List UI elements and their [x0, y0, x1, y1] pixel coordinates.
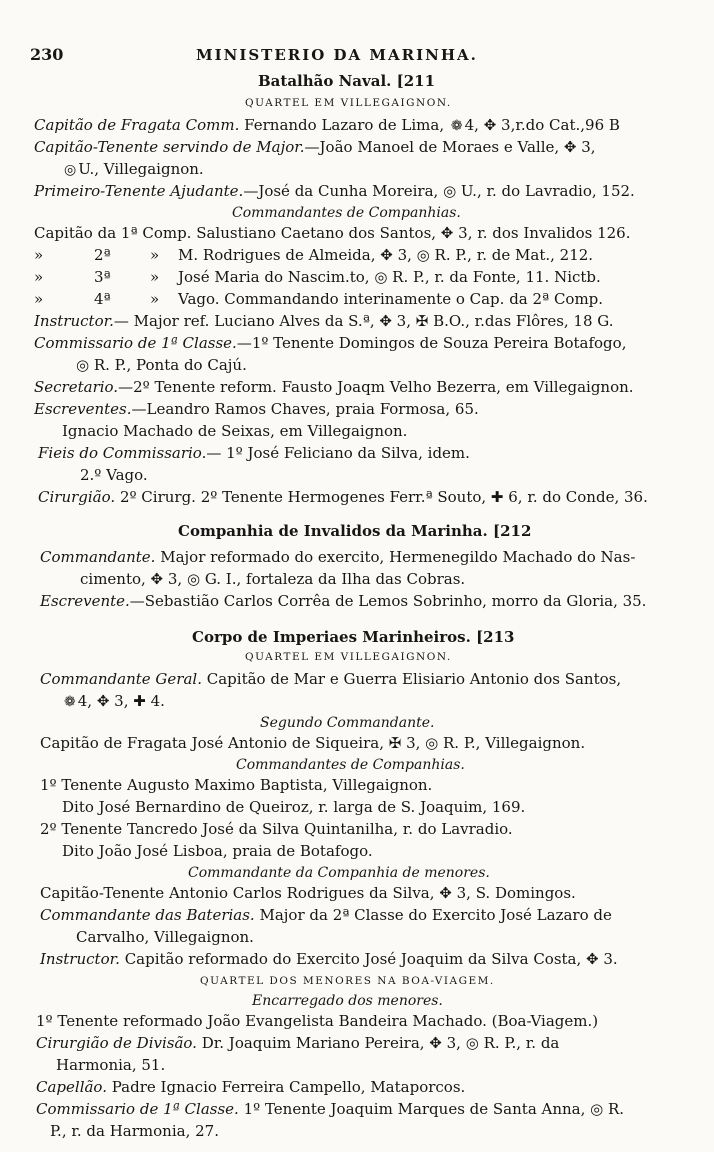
section-title-imperiaes [192, 626, 514, 648]
subheading: Commandante da Companhia de menores. [188, 865, 490, 881]
entry-line: 1º Tenente reformado João Evangelista Bandeira Machado. (Boa-Viagem.) [36, 1012, 599, 1030]
role-label: Escrevente. [40, 592, 130, 610]
section-title-text: Batalhão Naval. [258, 72, 392, 90]
section-title-text: Companhia de Invalidos da Marinha. [178, 522, 488, 540]
role-label: Cirurgião de Divisão. [36, 1034, 197, 1052]
entry-line: Fieis do Commissario.— 1º José Feliciano da Silva, idem. [38, 444, 470, 462]
entry-line: Cirurgião de Divisão. Dr. Joaquim Mariano Pereira, ✥ 3, ◎ R. P., r. da [36, 1034, 560, 1052]
entry-continuation: ❁ 4, ✥ 3, ✚ 4. [64, 692, 165, 710]
entry-line: Instructor.— Major ref. Luciano Alves da S.ª, ✥ 3, ✠ B.O., r.das Flôres, 18 G. [34, 312, 614, 330]
role-label: Capitão de Fragata Comm. [34, 116, 240, 134]
entry-line: Commandante das Baterias. Major da 2ª Classe do Exercito José Lazaro de [40, 906, 612, 924]
role-label: Commissario de 1ª Classe. [34, 334, 237, 352]
role-label: Capellão. [36, 1078, 107, 1096]
entry-line: Capitão-Tenente Antonio Carlos Rodrigues da Silva, ✥ 3, S. Domingos. [40, 884, 576, 902]
medal-circle-icon: ◎ [64, 162, 77, 178]
role-label: Commissario de 1ª Classe. [36, 1100, 239, 1118]
role-label: Instructor. [34, 312, 114, 330]
entry-line: 2º Tenente Tancredo José da Silva Quintanilha, r. do Lavradio. [40, 820, 513, 838]
subheading: Commandantes de Companhias. [232, 205, 461, 221]
entry-continuation: Ignacio Machado de Seixas, em Villegaignon. [62, 422, 408, 440]
entry-line: Capitão da 1ª Comp. Salustiano Caetano dos Santos, ✥ 3, r. dos Invalidos 126. [34, 224, 631, 242]
entry-line: Escreventes.—Leandro Ramos Chaves, praia Formosa, 65. [34, 400, 479, 418]
entry-line: Commandante. Major reformado do exercito, Hermenegildo Machado do Nas- [40, 548, 636, 566]
role-label: Capitão-Tenente servindo de Major. [34, 138, 305, 156]
section-ref: [211 [396, 72, 436, 90]
entry-line: Capellão. Padre Ignacio Ferreira Campello, Mataporcos. [36, 1078, 466, 1096]
order-rose-icon: ❁ [450, 118, 463, 134]
entry-continuation: ◎ U., Villegaignon. [64, 160, 204, 178]
role-label: Fieis do Commissario. [38, 444, 207, 462]
entry-line: » 4ª » Vago. Commandando interinamente o Cap. da 2ª Comp. [34, 290, 604, 308]
entry-line: Escrevente.—Sebastião Carlos Corrêa de Lemos Sobrinho, morro da Gloria, 35. [40, 592, 647, 610]
entry-line: » 3ª » José Maria do Nascim.to, ◎ R. P., r. da Fonte, 11. Nictb. [34, 268, 601, 286]
entry-line: Primeiro-Tenente Ajudante.—José da Cunha Moreira, ◎ U., r. do Lavradio, 152. [34, 182, 635, 200]
section-title-invalidos [178, 520, 531, 542]
entry-line: Capitão-Tenente servindo de Major.—João Manoel de Moraes e Valle, ✥ 3, [34, 138, 596, 156]
page-number: 230 [30, 45, 64, 64]
quartel-label: QUARTEL EM VILLEGAIGNON. [245, 651, 452, 663]
role-label: Commandante das Baterias. [40, 906, 255, 924]
entry-continuation: P., r. da Harmonia, 27. [50, 1122, 219, 1140]
section-ref: [212 [492, 522, 532, 540]
entry-continuation: ◎ R. P., Ponta do Cajú. [76, 356, 247, 374]
role-label: Secretario. [34, 378, 119, 396]
entry-line: Capitão de Fragata Comm. Fernando Lazaro de Lima, ❁ 4, ✥ 3,r.do Cat.,96 B [34, 116, 620, 134]
entry-line: 1º Tenente Augusto Maximo Baptista, Villegaignon. [40, 776, 433, 794]
section-title-text: Corpo de Imperiaes Marinheiros. [192, 628, 471, 646]
role-label: Primeiro-Tenente Ajudante. [34, 182, 244, 200]
entry-line: Commissario de 1ª Classe. 1º Tenente Joaquim Marques de Santa Anna, ◎ R. [36, 1100, 625, 1118]
entry-line: Commandante Geral. Capitão de Mar e Guerra Elisiario Antonio dos Santos, [40, 670, 622, 688]
entry-line: Dito José Bernardino de Queiroz, r. larga de S. Joaquim, 169. [62, 798, 526, 816]
entry-line: Dito João José Lisboa, praia de Botafogo. [62, 842, 373, 860]
entry-continuation: 2.º Vago. [80, 466, 148, 484]
entry-line: Commissario de 1ª Classe.—1º Tenente Domingos de Souza Pereira Botafogo, [34, 334, 627, 352]
entry-line: Instructor. Capitão reformado do Exercito José Joaquim da Silva Costa, ✥ 3. [40, 950, 618, 968]
order-rose-icon: ❁ [64, 694, 76, 710]
entry-continuation: Harmonia, 51. [56, 1056, 166, 1074]
entry-continuation: cimento, ✥ 3, ◎ G. I., fortaleza da Ilha das Cobras. [80, 570, 466, 588]
entry-line: » 2ª » M. Rodrigues de Almeida, ✥ 3, ◎ R. P., r. de Mat., 212. [34, 246, 594, 264]
entry-line: Secretario.—2º Tenente reform. Fausto Joaqm Velho Bezerra, em Villegaignon. [34, 378, 634, 396]
role-label: Cirurgião. [38, 488, 116, 506]
quartel-label: QUARTEL EM VILLEGAIGNON. [245, 97, 452, 109]
entry-line: Cirurgião. 2º Cirurg. 2º Tenente Hermogenes Ferr.ª Souto, ✚ 6, r. do Conde, 36. [38, 488, 648, 506]
subheading: Segundo Commandante. [260, 715, 435, 731]
section-ref: [213 [476, 628, 515, 646]
role-label: Commandante. [40, 548, 156, 566]
role-label: Instructor. [40, 950, 120, 968]
section-title-batalhao [258, 70, 435, 92]
subheading: Commandantes de Companhias. [236, 757, 465, 773]
entry-line: Capitão de Fragata José Antonio de Siqueira, ✠ 3, ◎ R. P., Villegaignon. [40, 734, 586, 752]
subheading: Encarregado dos menores. [252, 993, 443, 1009]
role-label: Escreventes. [34, 400, 132, 418]
quartel-label: QUARTEL DOS MENORES NA BOA-VIAGEM. [200, 975, 495, 987]
entry-continuation: Carvalho, Villegaignon. [76, 928, 254, 946]
role-label: Commandante Geral. [40, 670, 202, 688]
running-title: MINISTERIO DA MARINHA. [196, 46, 478, 64]
